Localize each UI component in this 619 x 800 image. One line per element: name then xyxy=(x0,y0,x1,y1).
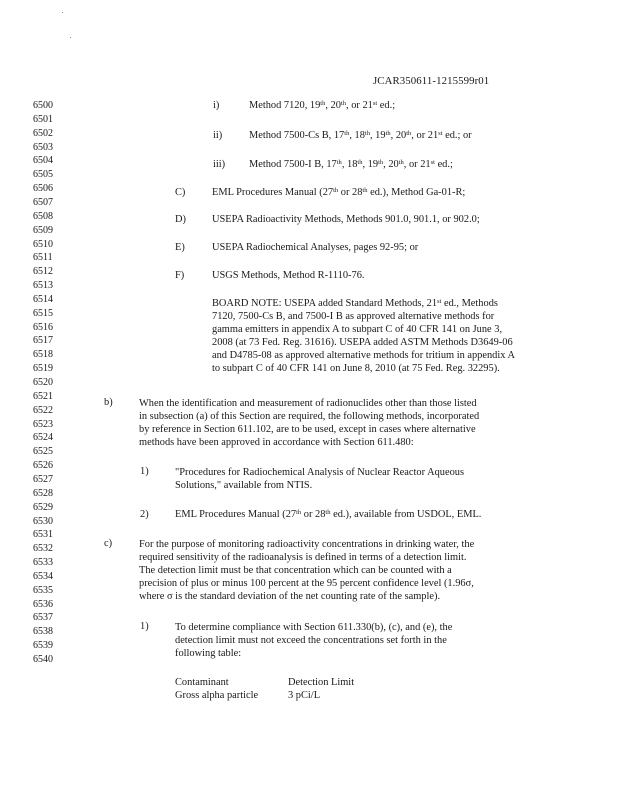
line-number: 6534 xyxy=(33,570,53,582)
line-number: 6511 xyxy=(33,252,53,264)
section-c-line: precision of plus or minus 100 percent at the 95 percent confidence level (1.96σ, xyxy=(139,578,474,589)
section-c-sub1-line: detection limit must not exceed the concentrations set forth in the xyxy=(175,635,447,646)
line-number: 6520 xyxy=(33,377,53,388)
line-number: 6518 xyxy=(33,349,53,361)
line-number: 6517 xyxy=(33,335,53,347)
line-number: 6530 xyxy=(33,515,53,527)
line-number: 6528 xyxy=(33,487,53,499)
line-number: 6510 xyxy=(33,238,53,250)
section-b-sub1-text xyxy=(175,466,464,492)
line-number: 6537 xyxy=(33,612,53,624)
eml-method-ga01r: EML Procedures Manual (27th or 28th ed.), Method Ga-01-R; xyxy=(212,187,466,198)
line-number: 6512 xyxy=(33,266,53,278)
board-note-line: 2008 (at 73 Fed. Reg. 31616). USEPA added ASTM Methods D3649-06 xyxy=(212,337,513,348)
line-number: 6516 xyxy=(33,321,53,333)
section-c-line: The detection limit must be that concentration which can be counted with a xyxy=(139,565,452,576)
line-number: 6529 xyxy=(33,501,53,513)
line-number: 6502 xyxy=(33,127,53,139)
section-c-line: For the purpose of monitoring radioactivity concentrations in drinking water, the xyxy=(139,539,475,550)
item-label-c: C) xyxy=(175,187,186,198)
section-b-line: When the identification and measurement of radionuclides other than those listed xyxy=(139,398,477,409)
line-number: 6513 xyxy=(33,280,53,291)
method-7120: Method 7120, 19th, 20th, or 21st ed.; xyxy=(249,100,396,111)
line-number: 6500 xyxy=(33,100,53,111)
section-c-text xyxy=(139,538,474,603)
line-number: 6540 xyxy=(33,654,53,665)
board-note-line: to subpart C of 40 CFR 141 on June 8, 2010 (at 75 Fed. Reg. 32295). xyxy=(212,363,500,374)
line-number: 6505 xyxy=(33,169,53,181)
table-cell-detection-limit: 3 pCi/L xyxy=(288,690,321,701)
line-number: 6535 xyxy=(33,584,53,596)
roman-label-iii: iii) xyxy=(213,159,226,170)
item-label-f: F) xyxy=(175,270,185,281)
line-number: 6525 xyxy=(33,446,53,458)
line-number: 6504 xyxy=(33,155,53,167)
section-c-line: where σ is the standard deviation of the net counting rate of the sample). xyxy=(139,591,441,602)
section-b-sub1-line: Solutions," available from NTIS. xyxy=(175,480,313,491)
line-number: 6519 xyxy=(33,363,53,375)
board-note-line: gamma emitters in appendix A to subpart C of 40 CFR 141 on June 3, xyxy=(212,324,503,335)
section-b-sub2-label: 2) xyxy=(140,509,149,520)
section-b-sub1-label: 1) xyxy=(140,466,149,477)
item-label-e: E) xyxy=(175,242,185,253)
line-number: 6508 xyxy=(33,210,53,222)
line-number: 6526 xyxy=(33,460,53,472)
board-note xyxy=(212,297,515,375)
line-number: 6531 xyxy=(33,529,53,541)
section-label-b: b) xyxy=(104,397,113,408)
line-number: 6539 xyxy=(33,640,53,652)
table-header-detection-limit: Detection Limit xyxy=(288,677,355,688)
scan-speck xyxy=(70,37,71,38)
line-number: 6506 xyxy=(33,183,53,195)
item-label-d: D) xyxy=(175,214,186,225)
section-b-text xyxy=(139,397,479,449)
method-7500-cs: Method 7500-Cs B, 17th, 18th, 19th, 20th, or 21st ed.; or xyxy=(249,130,472,141)
line-number: 6532 xyxy=(33,543,53,555)
line-number: 6515 xyxy=(33,307,53,319)
section-b-sub1-line: "Procedures for Radiochemical Analysis of Nuclear Reactor Aqueous xyxy=(175,467,465,478)
section-c-sub1-label: 1) xyxy=(140,621,149,632)
section-c-sub1-text xyxy=(175,621,452,660)
section-b-line: methods have been approved in accordance with Section 611.480: xyxy=(139,437,414,448)
section-b-line: by reference in Section 611.102, are to be used, except in cases where alternative xyxy=(139,424,476,435)
roman-label-ii: ii) xyxy=(213,130,223,141)
section-b-sub2-text: EML Procedures Manual (27th or 28th ed.), available from USDOL, EML. xyxy=(175,509,482,520)
section-c-line: required sensitivity of the radioanalysis is defined in terms of a detection limit. xyxy=(139,552,467,563)
table-header-contaminant: Contaminant xyxy=(175,677,229,688)
usepa-radiochemical-analyses: USEPA Radiochemical Analyses, pages 92-95; or xyxy=(212,242,419,253)
board-note-line: BOARD NOTE: USEPA added Standard Methods, 21st ed., Methods xyxy=(212,298,498,309)
line-number: 6538 xyxy=(33,626,53,638)
roman-label-i: i) xyxy=(213,100,220,111)
line-number: 6523 xyxy=(33,418,53,430)
usepa-radioactivity-methods: USEPA Radioactivity Methods, Methods 901.0, 901.1, or 902.0; xyxy=(212,214,480,225)
line-number: 6509 xyxy=(33,224,53,236)
line-number: 6536 xyxy=(33,598,53,610)
line-number: 6524 xyxy=(33,432,53,444)
line-number: 6507 xyxy=(33,196,53,208)
line-number: 6533 xyxy=(33,557,53,568)
method-7500-i: Method 7500-I B, 17th, 18th, 19th, 20th, or 21st ed.; xyxy=(249,159,453,170)
line-number: 6527 xyxy=(33,473,53,485)
line-number: 6503 xyxy=(33,141,53,153)
document-id: JCAR350611-1215599r01 xyxy=(373,75,490,87)
section-b-line: in subsection (a) of this Section are required, the following methods, incorporated xyxy=(139,411,480,422)
table-cell-contaminant: Gross alpha particle xyxy=(175,690,259,701)
section-c-sub1-line: following table: xyxy=(175,648,242,659)
line-number: 6501 xyxy=(33,113,53,125)
scan-speck xyxy=(62,12,63,13)
usgs-methods: USGS Methods, Method R-1110-76. xyxy=(212,270,365,281)
board-note-line: and D4785-08 as approved alternative methods for tritium in appendix A xyxy=(212,350,515,361)
line-number: 6521 xyxy=(33,390,53,402)
section-label-c: c) xyxy=(104,538,113,549)
line-number: 6514 xyxy=(33,293,53,305)
line-number: 6522 xyxy=(33,404,53,416)
board-note-line: 7120, 7500-Cs B, and 7500-I B as approved alternative methods for xyxy=(212,311,495,322)
section-c-sub1-line: To determine compliance with Section 611.330(b), (c), and (e), the xyxy=(175,622,453,633)
